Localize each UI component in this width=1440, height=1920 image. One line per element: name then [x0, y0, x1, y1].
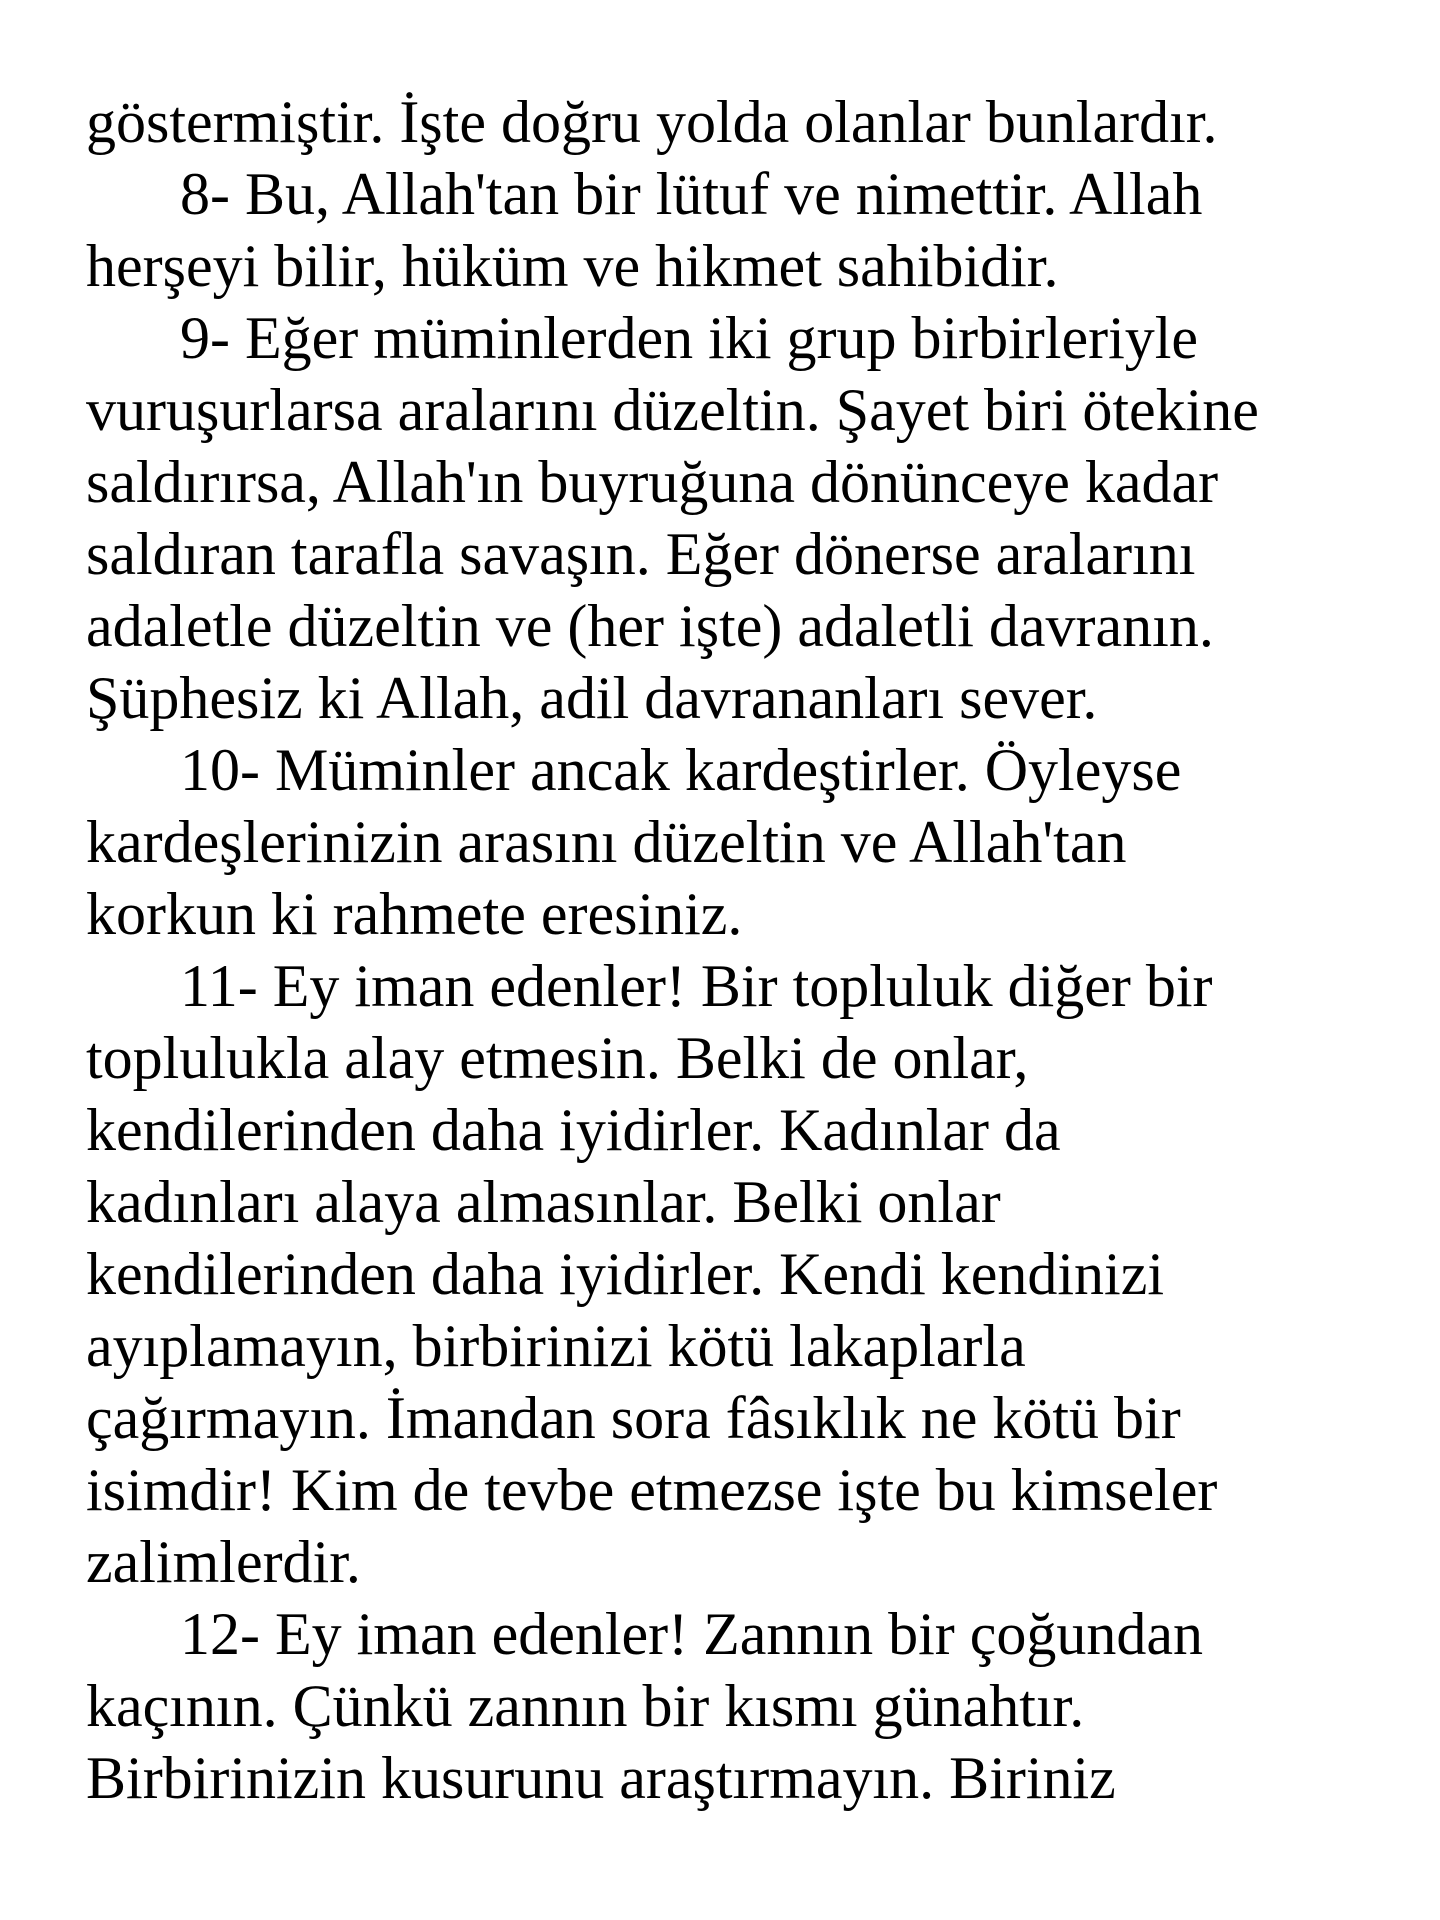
text-line: korkun ki rahmete eresiniz.: [86, 881, 743, 947]
text-line: kendilerinden daha iyidirler. Kadınlar da: [86, 1097, 1061, 1163]
text-line: göstermiştir. İşte doğru yolda olanlar bunlardır.: [86, 89, 1218, 155]
text-line: kendilerinden daha iyidirler. Kendi kendinizi: [86, 1241, 1165, 1307]
verse-9-start: 9- Eğer müminlerden iki grup birbirleriyle: [180, 305, 1199, 371]
verse-8-start: 8- Bu, Allah'tan bir lütuf ve nimettir. Allah: [180, 161, 1203, 227]
verse-10-start: 10- Müminler ancak kardeştirler. Öyleyse: [180, 737, 1182, 803]
text-line: kaçının. Çünkü zannın bir kısmı günahtır.: [86, 1673, 1085, 1739]
text-line: çağırmayın. İmandan sora fâsıklık ne kötü bir: [86, 1385, 1181, 1451]
text-line: zalimlerdir.: [86, 1529, 361, 1595]
text-line: Birbirinizin kusurunu araştırmayın. Biriniz: [86, 1745, 1116, 1811]
document-page: [86, 86, 1406, 1814]
text-line: kadınları alaya almasınlar. Belki onlar: [86, 1169, 1001, 1235]
verse-12-start: 12- Ey iman edenler! Zannın bir çoğundan: [180, 1601, 1203, 1667]
text-line: Şüphesiz ki Allah, adil davrananları sever.: [86, 665, 1098, 731]
verse-11-start: 11- Ey iman edenler! Bir topluluk diğer bir: [180, 953, 1213, 1019]
text-line: ayıplamayın, birbirinizi kötü lakaplarla: [86, 1313, 1026, 1379]
text-line: toplulukla alay etmesin. Belki de onlar,: [86, 1025, 1029, 1091]
text-line: vuruşurlarsa aralarını düzeltin. Şayet biri ötekine: [86, 377, 1259, 443]
text-line: kardeşlerinizin arasını düzeltin ve Allah'tan: [86, 809, 1127, 875]
text-line: adaletle düzeltin ve (her işte) adaletli davranın.: [86, 593, 1214, 659]
text-line: saldırırsa, Allah'ın buyruğuna dönünceye kadar: [86, 449, 1219, 515]
text-line: herşeyi bilir, hüküm ve hikmet sahibidir.: [86, 233, 1059, 299]
text-line: isimdir! Kim de tevbe etmezse işte bu kimseler: [86, 1457, 1218, 1523]
text-line: saldıran tarafla savaşın. Eğer dönerse aralarını: [86, 521, 1196, 587]
